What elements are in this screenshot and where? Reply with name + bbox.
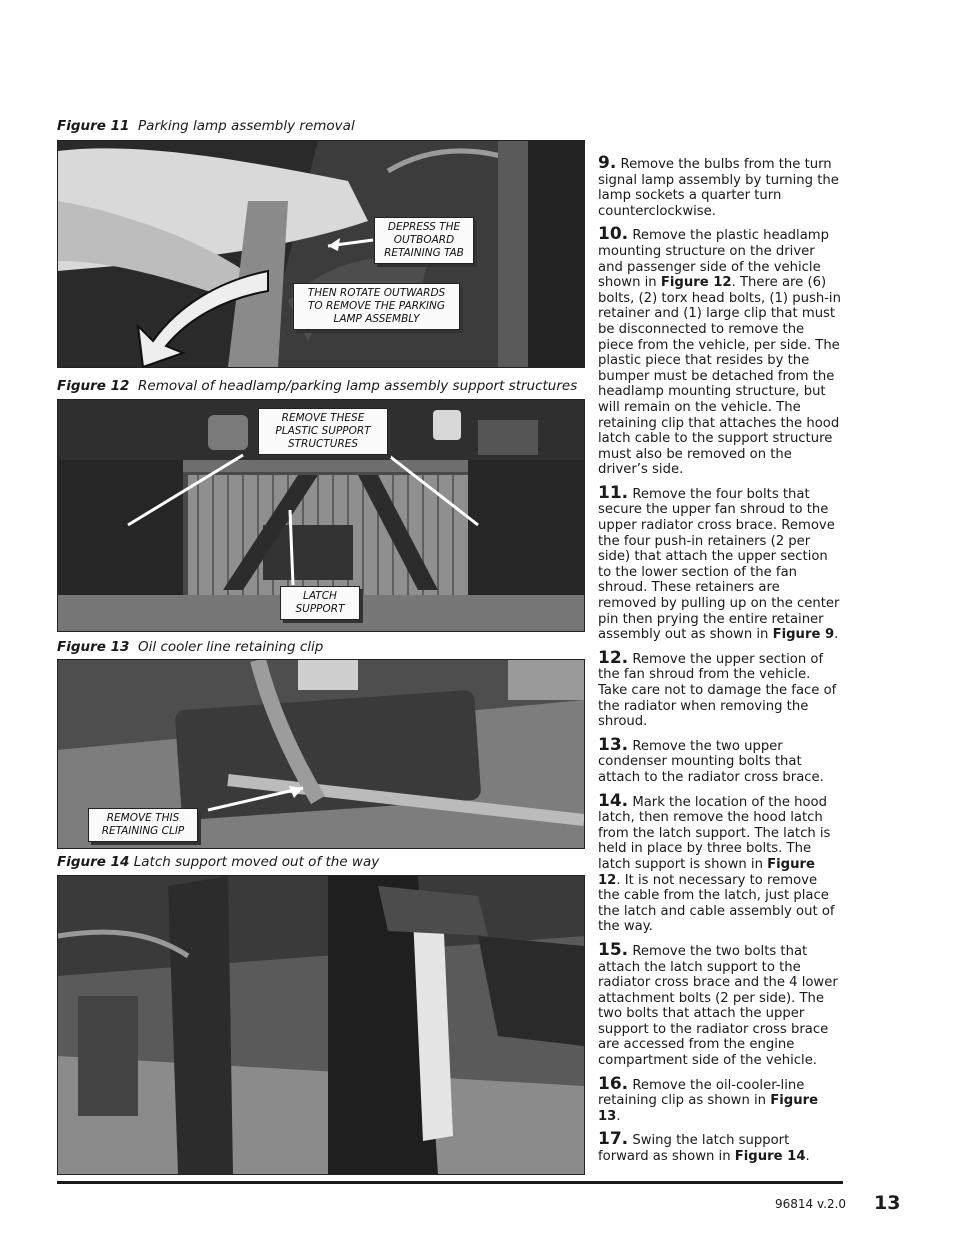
figure-11-photo: [57, 140, 585, 368]
figure-11-caption: [57, 118, 355, 134]
callout-remove-plastic-supports: REMOVE THESE PLASTIC SUPPORT STRUCTURES: [258, 408, 388, 455]
step-text: .: [805, 1149, 810, 1165]
step: [598, 153, 842, 219]
callout-latch-support: LATCH SUPPORT: [280, 586, 360, 620]
figure-reference: Figure 9: [772, 627, 835, 643]
step-number: 14.: [598, 790, 629, 811]
step-number: 10.: [598, 224, 629, 245]
step-number: 9.: [598, 153, 617, 173]
step-text: . There are (6) bolts, (2) torx head bolts, (1) push-in retainer and (1) large clip that must be disconnected to remove the piece from the vehicle, per side. The plastic piece that resides by the bumper must be detached from the headlamp mounting structure, but will remain on the vehicle. The retaining clip that attaches the hood latch cable to the support structure must also be removed on the driver’s side.: [598, 275, 841, 478]
step-text: Mark the location of the hood latch, then remove the hood latch from the latch support. The latch is held in place by three bolts. The latch support is shown in: [598, 794, 831, 872]
step: [598, 224, 842, 478]
figure-caption-text: Parking lamp assembly removal: [138, 118, 355, 134]
step: [598, 790, 842, 935]
step: [598, 1073, 842, 1125]
figure-reference: Figure 12: [660, 275, 732, 291]
figure-reference: Figure 14: [734, 1149, 806, 1165]
figure-12-photo: [57, 399, 585, 632]
step-text: .: [834, 627, 839, 643]
figure-caption-text: Latch support moved out of the way: [133, 854, 380, 870]
step-text: Remove the four bolts that secure the upper fan shroud to the upper radiator cross brace. Remove the four push-in retainers (2 per side) that attach the upper section to the lower section of the fan shroud. These retainers are removed by pulling up on the center pin then prying the entire retainer assembly out as shown in: [598, 486, 840, 643]
instruction-steps: [598, 153, 842, 1173]
step-text: Remove the plastic headlamp mounting structure on the driver and passenger side of the vehicle shown in: [598, 228, 830, 291]
step-text: .: [616, 1108, 621, 1124]
step: [598, 939, 842, 1069]
step: [598, 734, 842, 786]
page-number: 13: [874, 1192, 901, 1214]
figure-12-caption: [57, 378, 577, 394]
figure-caption-text: Oil cooler line retaining clip: [138, 639, 324, 655]
figure-label: Figure 11: [57, 118, 130, 134]
figure-13-photo: [57, 659, 585, 849]
footer-rule: [57, 1181, 843, 1184]
callout-rotate-outwards: THEN ROTATE OUTWARDS TO REMOVE THE PARKING LAMP ASSEMBLY: [293, 283, 460, 330]
figure-caption-text: Removal of headlamp/parking lamp assembly support structures: [138, 378, 578, 394]
figure-14-caption: [57, 854, 379, 870]
document-version: 96814 v.2.0: [775, 1197, 847, 1211]
step-text: Remove the two upper condenser mounting bolts that attach to the radiator cross brace.: [598, 738, 824, 785]
figure-13-caption: [57, 639, 323, 655]
step-text: Remove the oil-cooler-line retaining clip as shown in: [598, 1077, 805, 1109]
step-text: Remove the bulbs from the turn signal lamp assembly by turning the lamp sockets a quarter turn counterclockwise.: [598, 157, 839, 219]
step: [598, 647, 842, 730]
figure-14-photo: [57, 875, 585, 1175]
figure-label: Figure 14: [57, 854, 130, 870]
step-text: Swing the latch support forward as shown in: [598, 1133, 790, 1165]
figure-label: Figure 13: [57, 639, 130, 655]
step: [598, 482, 842, 643]
step-number: 17.: [598, 1129, 629, 1150]
callout-remove-retaining-clip: REMOVE THIS RETAINING CLIP: [88, 808, 198, 842]
figure-reference: Figure 13: [598, 1093, 819, 1124]
step-number: 13.: [598, 734, 629, 755]
step-number: 12.: [598, 647, 629, 668]
step-text: . It is not necessary to remove the cable from the latch, just place the latch and cable assembly out of the way.: [598, 872, 835, 935]
step: [598, 1129, 842, 1165]
step-text: Remove the two bolts that attach the latch support to the radiator cross brace and the 4 lower attachment bolts (2 per side). The two bolts that attach the upper support to the radiator cross brace are accessed from the engine compartment side of the vehicle.: [598, 943, 838, 1069]
step-number: 15.: [598, 939, 629, 960]
figure-reference: Figure 12: [598, 856, 815, 888]
step-number: 16.: [598, 1073, 629, 1094]
callout-depress-tab: DEPRESS THE OUTBOARD RETAINING TAB: [374, 217, 474, 264]
figure-label: Figure 12: [57, 378, 130, 394]
step-number: 11.: [598, 482, 629, 503]
step-text: Remove the upper section of the fan shroud from the vehicle. Take care not to damage the face of the radiator when removing the shroud.: [598, 651, 837, 730]
